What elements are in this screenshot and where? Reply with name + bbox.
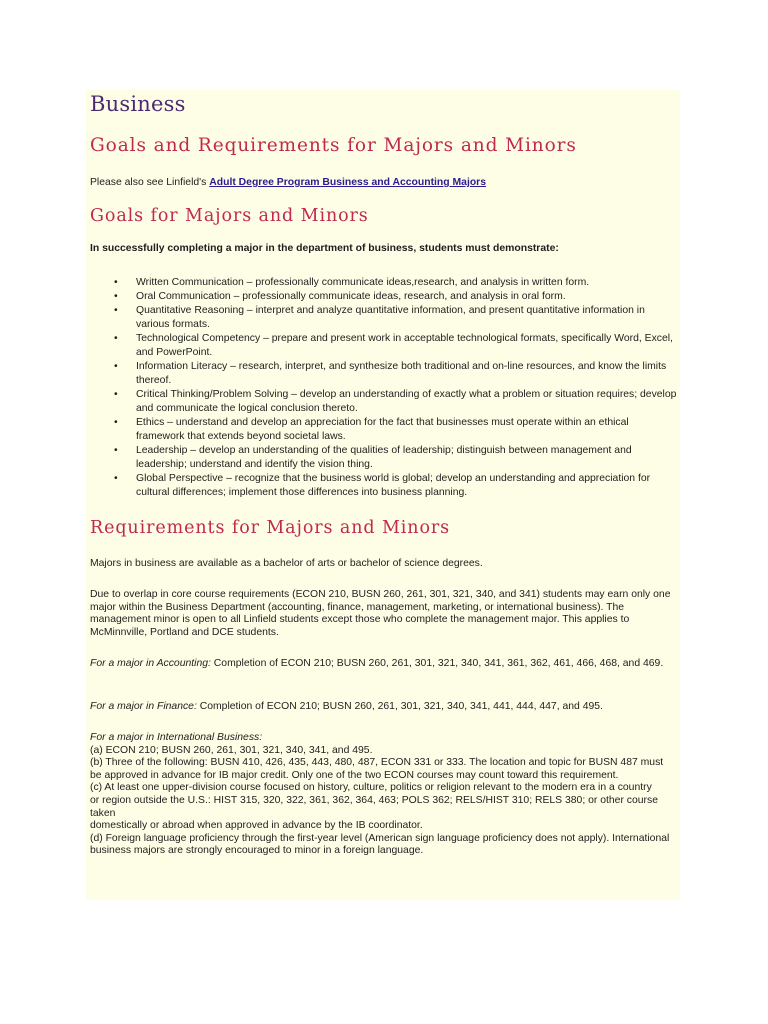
requirements-heading: Requirements for Majors and Minors [90,518,451,538]
goals-heading: Goals for Majors and Minors [90,206,369,226]
finance-paragraph [90,701,676,714]
bullet-icon: • [114,473,118,484]
page-subtitle: Goals and Requirements for Majors and Minors [90,135,577,156]
ib-line: business majors are strongly encouraged to minor in a foreign language. [90,845,424,857]
bullet-icon: • [114,389,118,400]
goal-text: Technological Competency – prepare and present work in acceptable technological formats, specifically Word, Excel, and PowerPoint. [136,333,673,358]
goal-item [86,304,678,332]
bullet-icon: • [114,305,118,316]
degrees-paragraph: Majors in business are available as a bachelor of arts or bachelor of science degrees. [90,558,483,569]
goal-item [86,472,678,500]
intro-paragraph [90,177,676,190]
ib-line: or region outside the U.S.: HIST 315, 320, 322, 361, 362, 364, 463; POLS 362; RELS/HIST 310; RELS 380; or other course taken [90,794,658,819]
accounting-label: For a major in Accounting: [90,658,211,669]
goal-text: Ethics – understand and develop an appreciation for the fact that businesses must operate within an ethical framework that extends beyond societal laws. [136,417,629,442]
goal-text: Global Perspective – recognize that the business world is global; develop an understanding and appreciation for cultural differences; implement those differences into business planning. [136,473,651,498]
ib-line: domestically or abroad when approved in advance by the IB coordinator. [90,820,423,832]
goal-text: Leadership – develop an understanding of the qualities of leadership; distinguish between management and leadership; understand and identify the vision thing. [136,445,632,470]
goal-item [86,276,678,290]
accounting-paragraph [90,658,676,671]
bullet-icon: • [114,417,118,428]
bullet-icon: • [114,333,118,344]
finance-text: Completion of ECON 210; BUSN 260, 261, 301, 321, 340, 341, 441, 444, 447, and 495. [196,701,603,712]
overlap-paragraph: Due to overlap in core course requirements (ECON 210, BUSN 260, 261, 301, 321, 340, and 341) students may earn only one major within the Business Department (accounting, finance, management, marketing, or international business). The management minor is open to all Linfield students except those who complete the management major. This applies to McMinnville, Portland and DCE students. [90,589,671,638]
bullet-icon: • [114,445,118,456]
goal-text: Written Communication – professionally communicate ideas,research, and analysis in written form. [136,277,590,288]
goal-text: Information Literacy – research, interpret, and synthesize both traditional and on-line resources, and know the limits thereof. [136,361,667,386]
goal-item [86,416,678,444]
goal-item [86,360,678,388]
goal-text: Quantitative Reasoning – interpret and analyze quantitative information, and present quantitative information in various formats. [136,305,645,330]
ib-line: (c) At least one upper-division course focused on history, culture, politics or religion relevant to the modern era in a country [90,782,652,794]
goal-item [86,290,678,304]
adult-degree-program-link[interactable]: Adult Degree Program Business and Accounting Majors [209,177,486,188]
ib-line: (b) Three of the following: BUSN 410, 426, 435, 443, 480, 487, ECON 331 or 333. The location and topic for BUSN 487 must be approved in advance for IB major credit. Only one of the two ECON courses may count toward this requirement. [90,757,664,781]
goals-list [86,276,680,500]
document-page [86,90,680,900]
international-business-section [90,732,676,858]
goal-text: Critical Thinking/Problem Solving – develop an understanding of exactly what a problem or situation requires; develop and communicate the logical conclusion thereto. [136,389,677,414]
ib-label: For a major in International Business: [90,732,263,743]
bullet-icon: • [114,291,118,302]
bullet-icon: • [114,361,118,372]
accounting-text: Completion of ECON 210; BUSN 260, 261, 301, 321, 340, 341, 361, 362, 461, 466, 468, and 469. [210,658,664,669]
goals-lead: In successfully completing a major in the department of business, students must demonstrate: [90,243,559,254]
ib-line: (a) ECON 210; BUSN 260, 261, 301, 321, 340, 341, and 495. [90,744,373,756]
goal-item [86,388,678,416]
goal-item [86,444,678,472]
goal-item [86,332,678,360]
bullet-icon: • [114,277,118,288]
page-title: Business [90,92,186,116]
goal-text: Oral Communication – professionally communicate ideas, research, and analysis in oral form. [136,291,566,302]
finance-label: For a major in Finance: [90,701,197,712]
intro-prefix: Please also see Linfield's [90,177,210,188]
ib-line: (d) Foreign language proficiency through the first-year level (American sign language proficiency does not apply). International [90,832,670,844]
